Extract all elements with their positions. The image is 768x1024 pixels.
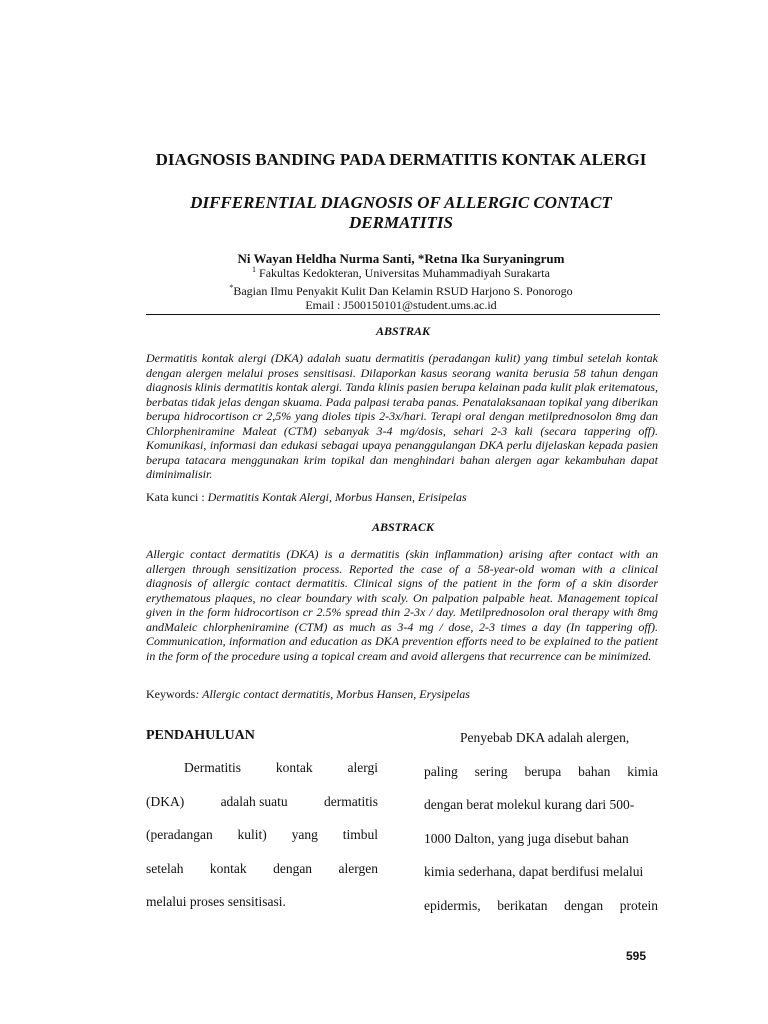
affiliation-mark: *: [229, 283, 234, 292]
word: kulit): [237, 827, 267, 842]
word: dengan berat molekul kurang dari 500-: [424, 797, 635, 812]
word: setelah: [146, 860, 184, 876]
body-line: [146, 758, 378, 792]
abstrack-text: Allergic contact dermatitis (DKA) is a dermatitis (skin inflammation) arising after contact with an allergen through sensitization process. Reported the case of a 58-year-old woman with a clinical diagnosis of allergic contact dermatitis. Clinical signs of the patient in the form of a skin disorder erythematous plaques, no clear boundary with scaly. On palpation palpable heat. Management topical given in the form hidrocortison cr 2.5% spread thin 2-3x / day. Metilprednosolon oral therapy with 8mg andMaleic chlorpheniramine (CTM) as much as 3-4 mg / dose, 2-3 times a day (In tappering off). Communication, information and education as DKA prevention efforts need to be explained to the patient in the form of the procedure using a topical cream and avoid allergens that recurrence can be minimized.: [146, 547, 658, 663]
keywords-label: Kata kunci :: [146, 490, 208, 504]
body-line: [424, 896, 658, 930]
kata-kunci: [146, 490, 658, 504]
left-column-body: [146, 758, 378, 926]
word: dengan: [273, 860, 313, 876]
word: dermatitis: [323, 793, 378, 809]
body-line: [146, 792, 378, 826]
word: (peradangan: [146, 827, 213, 842]
word: kontak: [209, 860, 247, 876]
word: adalah suatu: [220, 793, 288, 809]
keywords: [146, 687, 658, 701]
author-list: Ni Wayan Heldha Nurma Santi, *Retna Ika Suryaningrum: [237, 251, 565, 266]
word: sering: [474, 763, 508, 779]
body-line: [146, 825, 378, 859]
word: kimia sederhana, dapat berdifusi melalui: [424, 864, 644, 879]
body-line: [146, 892, 378, 926]
word: berupa: [524, 763, 562, 779]
word: epidermis,: [424, 897, 481, 913]
word: timbul: [342, 827, 378, 842]
header-divider: [146, 314, 660, 315]
right-column-body: [424, 728, 658, 929]
body-line: [424, 862, 658, 896]
body-line: [424, 762, 658, 796]
abstrak-heading: ABSTRAK: [375, 324, 431, 338]
abstrak-text: Dermatitis kontak alergi (DKA) adalah suatu dermatitis (peradangan kulit) yang timbul setelah kontak dengan alergen melalui proses sensitisasi. Dilaporkan kasus seorang wanita berusia 58 tahun dengan diagnosis klinis dermatitis kontak alergi. Tanda klinis pasien berupa kelainan pada kulit plak eritematous, berbatas tidak jelas dengan skuama. Pada palpasi teraba panas. Penatalaksanaan topikal yang diberikan berupa hidrocortison cr 2,5% yang dioles tipis 2-3x/hari. Terapi oral dengan metilprednosolon 8mg dan Chlorpheniramine Maleat (CTM) sebanyak 3-4 mg/dosis, sehari 2-3 kali (secara tappering off). Komunikasi, informasi dan edukasi sebagai upaya penanggulangan DKA perlu dijelaskan kepada pasien berupa tatacara menggunakan krim topikal dan menghindari bahan alergen agar kekambuhan dapat diminimalisir.: [146, 351, 658, 481]
word: kimia: [627, 763, 658, 779]
section-heading-pendahuluan: PENDAHULUAN: [146, 728, 255, 743]
word: yang: [291, 827, 318, 842]
body-line: [424, 795, 658, 829]
keywords-label: Keywords: [146, 687, 196, 701]
affiliation-text: Bagian Ilmu Penyakit Kulit Dan Kelamin RSUD Harjono S. Ponorogo: [233, 284, 573, 298]
body-line: [146, 859, 378, 893]
word: Dermatitis: [184, 760, 241, 775]
word: dengan: [564, 897, 604, 913]
word: 1000 Dalton, yang juga disebut bahan: [424, 830, 629, 846]
word: Penyebab DKA adalah alergen,: [460, 730, 630, 745]
word: kontak: [275, 760, 313, 775]
word: melalui proses sensitisasi.: [146, 894, 286, 909]
word: (DKA): [146, 793, 185, 809]
word: paling: [424, 763, 458, 779]
word: bahan: [578, 763, 611, 779]
body-line: [424, 728, 658, 762]
abstrack-heading: ABSTRACK: [371, 520, 435, 534]
word: protein: [619, 897, 658, 913]
affiliation-text: Fakultas Kedokteran, Universitas Muhammadiyah Surakarta: [256, 266, 550, 280]
keywords-list: Dermatitis Kontak Alergi, Morbus Hansen, Erisipelas: [207, 490, 467, 504]
keywords-list: : Allergic contact dermatitis, Morbus Hansen, Erysipelas: [195, 687, 470, 701]
word: berikatan: [497, 897, 548, 913]
paper-title: DIAGNOSIS BANDING PADA DERMATITIS KONTAK ALERGI: [155, 150, 647, 169]
word: alergen: [338, 860, 378, 876]
affiliation-2: [150, 284, 652, 298]
body-line: [424, 829, 658, 863]
affiliation-1: [150, 266, 652, 280]
word: alergi: [347, 760, 378, 775]
paper-title-english: DIFFERENTIAL DIAGNOSIS OF ALLERGIC CONTACT DERMATITIS: [190, 193, 612, 232]
author-email: Email : J500150101@student.ums.ac.id: [305, 298, 497, 312]
affiliation-mark: 1: [252, 265, 257, 274]
page-number: 595: [626, 949, 647, 963]
